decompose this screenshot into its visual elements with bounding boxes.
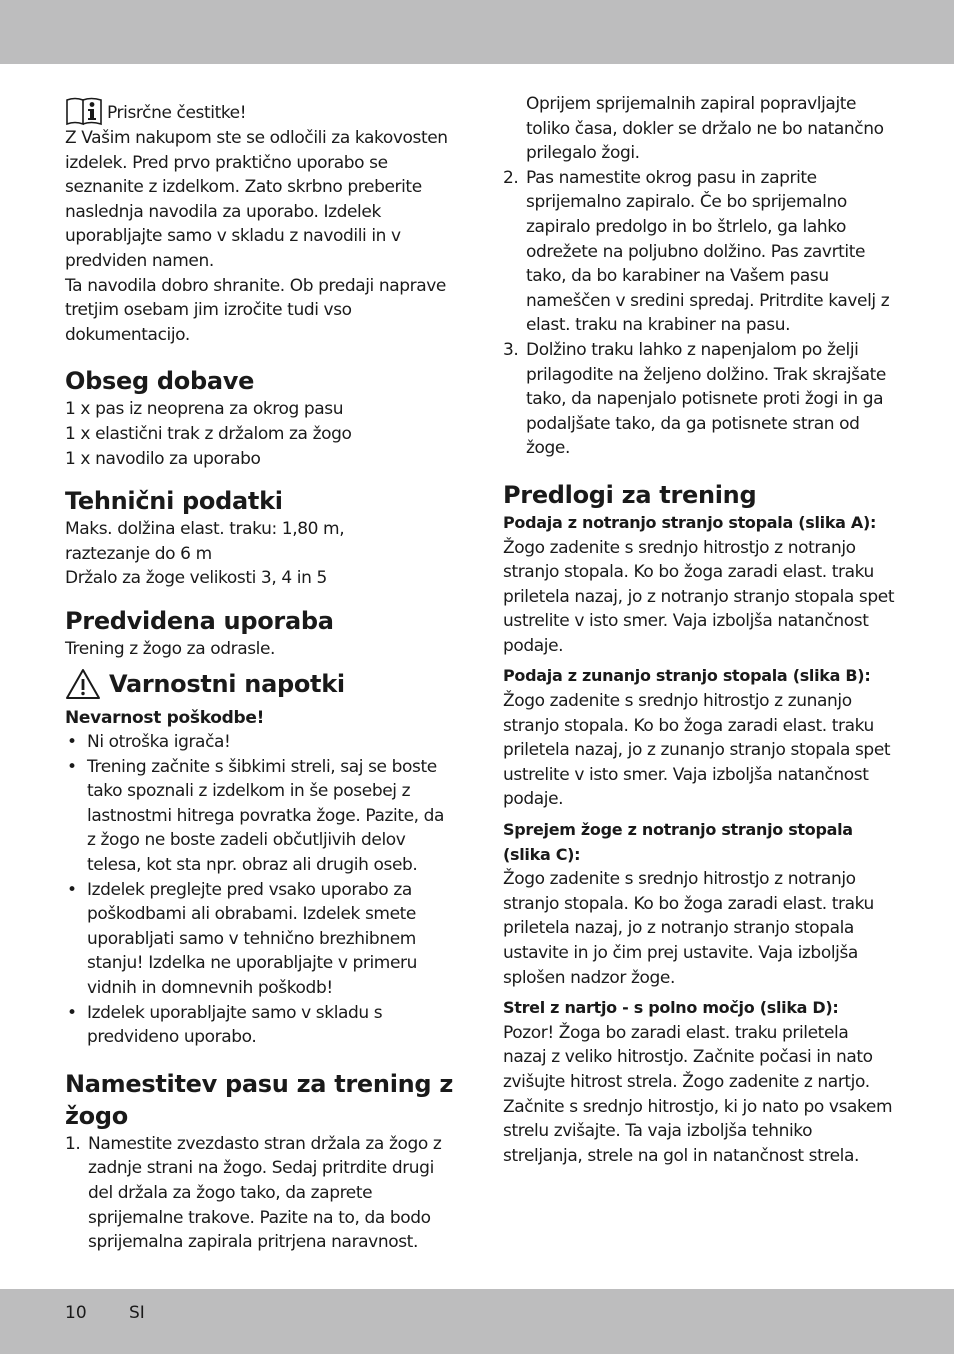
safety-bullet: • Ni otroška igrača! [65,730,457,755]
header-bar [0,0,954,64]
scope-item: 1 x elastični trak z držalom za žogo [65,423,352,444]
scope-heading: Obseg dobave [65,367,255,396]
training-item-text: Žogo zadenite s srednjo hitrostjo z notranjo stranjo stopala. Ko bo žoga zaradi elast. traku priletela nazaj, jo z notranjo stranjo stopala ustavite in jo čim prej ustavite. Vaja izboljša splošen nadzor žoge. [503,869,874,988]
safety-heading: Varnostni napotki [109,669,345,698]
left-column [65,92,457,1255]
step-number: 2. [503,167,519,188]
step-text: Dolžino traku lahko z napenjalom po želji prilagodite na željeno dolžino. Trak skrajšate tako, da napenjalo potisnete proti žogi in ga podaljšate tako, da ga potisnete stran od žoge. [526,339,886,459]
step-number: 1. [65,1133,81,1154]
page-number: 10 [65,1303,87,1323]
training-item-title: Podaja z zunanjo stranjo stopala (slika B): [503,666,871,686]
tech-line: Držalo za žoge velikosti 3, 4 in 5 [65,568,327,589]
use-text: Trening z žogo za odrasle. [65,638,276,659]
training-item-text: Žogo zadenite s srednjo hitrostjo z notranjo stranjo stopala. Ko bo žoga zaradi elast. traku priletela nazaj, jo z notranjo stranjo stopala spet ustrelite v isto smer. Vaja izboljša natančnost podaje. [503,537,895,656]
language-code: SI [129,1303,145,1323]
safety-subheading: Nevarnost poškodbe! [65,707,265,728]
safety-heading-row [65,668,457,700]
training-item-text: Pozor! Žoga bo zaradi elast. traku priletela nazaj z veliko hitrostjo. Začnite počasi in nato zvišujte hitrost strela. Žogo zadenite z nartjo. Začnite s srednjo hitrostjo, ki jo nato po vsakem strelu zvišajte. Ta vaja izboljša tehniko streljanja, strele na gol in natančnost strela. [503,1022,893,1166]
step-text: Oprijem sprijemalnih zapiral popravljajte toliko časa, dokler se držalo ne bo natančno prilegalo žogi. [526,94,884,164]
training-heading: Predlogi za trening [503,480,757,509]
training-item-title: Podaja z notranjo stranjo stopala (slika A): [503,512,877,532]
use-heading: Predvidena uporaba [65,606,334,635]
install-step-continued [503,92,895,166]
training-item-title: Sprejem žoge z notranjo stranjo stopala (slika C): [503,820,853,864]
scope-item: 1 x navodilo za uporabo [65,448,261,469]
scope-item: 1 x pas iz neoprena za okrog pasu [65,399,344,420]
install-steps-left [65,1132,457,1255]
intro-paragraph: Z Vašim nakupom ste se odločili za kakovosten izdelek. Pred prvo praktično uporabo se seznanite z izdelkom. Zato skrbno preberite naslednja navodila za uporabo. Izdelek uporabljajte samo v skladu z navodili in v predviden namen. [65,128,448,271]
safety-bullet: • Trening začnite s šibkimi streli, saj se boste tako spoznali z izdelkom in še posebej z lastnostmi hitrega povratka žoge. Pazite, da z žogo ne boste zadeli občutljivih delov telesa, kot sta npr. obraz ali drugih oseb. [65,755,457,878]
intro-greeting-line [65,96,457,126]
tech-line: Maks. dolžina elast. traku: 1,80 m, [65,519,345,540]
install-steps-right [503,92,895,461]
training-item-text: Žogo zadenite s srednjo hitrostjo z zunanjo stranjo stopala. Ko bo žoga zaradi elast. traku priletela nazaj, jo z zunanjo stranjo stopala spet ustrelite v isto smer. Vaja izboljša natančnost podaje. [503,691,891,810]
training-item-title: Strel z nartjo - s polno močjo (slika D): [503,998,839,1018]
install-step [503,166,895,338]
safety-bullet: • Izdelek uporabljajte samo v skladu s predvideno uporabo. [65,1001,457,1050]
info-book-icon [65,96,103,126]
safety-bullet: • Izdelek preglejte pred vsako uporabo za poškodbami ali obrabami. Izdelek smete uporabljati samo v tehnično brezhibnem stanju! Izdelka ne uporabljajte v primeru vidnih in domnevnih poškodb! [65,878,457,1001]
warning-icon [65,668,101,700]
tech-line: raztezanje do 6 m [65,543,212,564]
tech-heading: Tehnični podatki [65,487,283,516]
right-column [503,92,895,1168]
install-heading: Namestitev pasu za trening z žogo [65,1069,454,1130]
step-text: Pas namestite okrog pasu in zaprite sprijemalno zapiralo. Če bo sprijemalno zapiralo predolgo in bo štrlelo, ga lahko odrežete na poljubno dolžino. Pas zavrtite tako, da bo karabiner na Vašem pasu nameščen v sredini spredaj. Pritrdite kavelj z elast. traku na krabiner na pasu. [526,167,890,336]
step-number: 3. [503,339,519,360]
intro-paragraph-2: Ta navodila dobro shranite. Ob predaji naprave tretjim osebam jim izročite tudi vso dokumentacijo. [65,275,446,345]
greeting-text: Prisrčne čestitke! [107,103,247,124]
step-text: Namestite zvezdasto stran držala za žogo z zadnje strani na žogo. Sedaj pritrdite drugi del držala za žogo tako, da zaprete sprijemalne trakove. Pazite na to, da bodo sprijemalna zapirala pritrjena naravnost. [88,1133,442,1253]
safety-list [65,730,457,1050]
install-step [65,1132,457,1255]
install-step [503,338,895,461]
